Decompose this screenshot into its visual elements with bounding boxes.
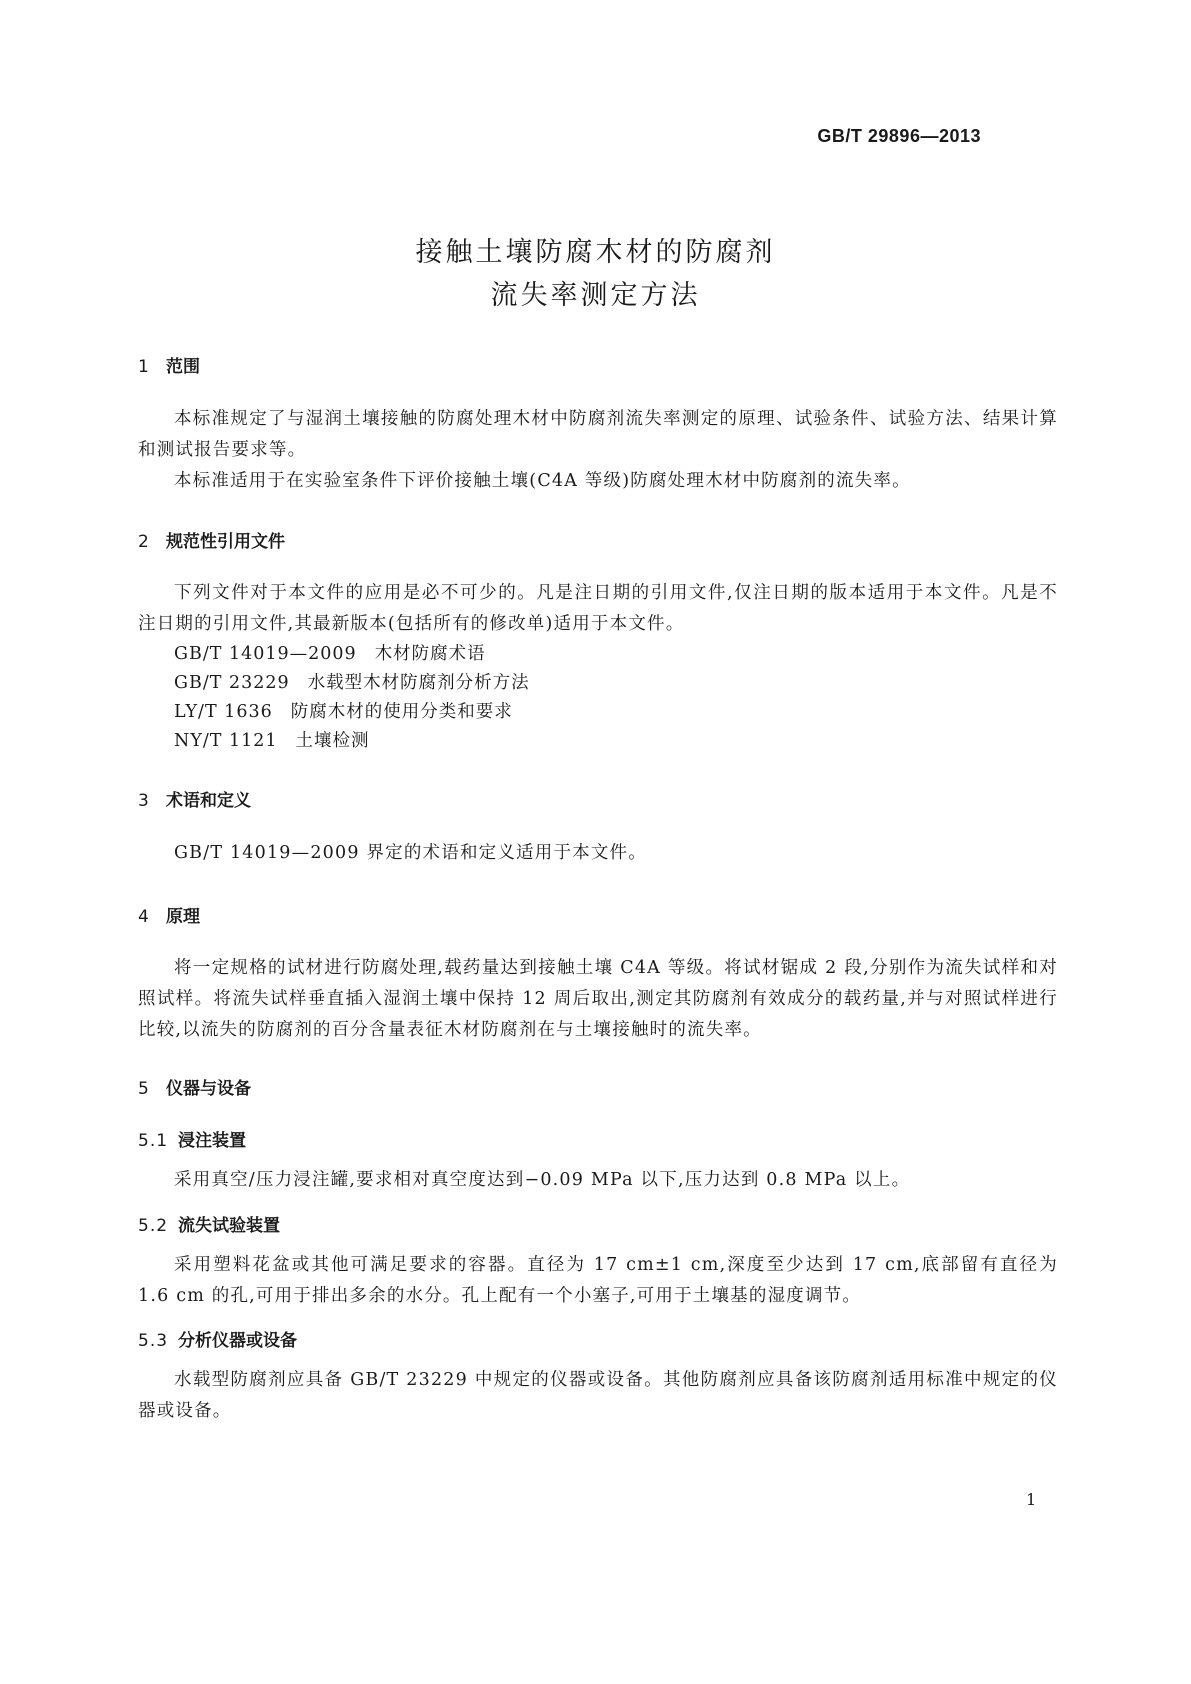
document-title-line-2: 流失率测定方法: [490, 280, 701, 311]
section-heading-normative-references: [138, 527, 285, 552]
section-heading-principle: [138, 902, 200, 927]
reference-item: [174, 727, 370, 752]
paragraph: 采用塑料花盆或其他可满足要求的容器。直径为 17 cm±1 cm,深度至少达到 17 cm,底部留有直径为 1.6 cm 的孔,可用于排出多余的水分。孔上配有一个小塞子,可用于土壤基的湿度调节。: [138, 1255, 1058, 1306]
subsection-number: 5.1: [138, 1131, 169, 1151]
section-number: 2: [138, 532, 149, 552]
section-number: 4: [138, 907, 149, 927]
reference-code: GB/T 23229: [174, 673, 290, 693]
section-heading-apparatus: [138, 1074, 251, 1099]
subsection-title: 流失试验装置: [178, 1216, 280, 1236]
reference-code: GB/T 14019—2009: [174, 644, 357, 664]
reference-title: 土壤检测: [295, 731, 370, 751]
reference-code: LY/T 1636: [174, 702, 273, 722]
subsection-number: 5.3: [138, 1331, 169, 1351]
section-title: 仪器与设备: [166, 1079, 251, 1099]
reference-title: 防腐木材的使用分类和要求: [290, 702, 513, 722]
section-heading-scope: [138, 352, 200, 377]
document-title-line-1: 接触土壤防腐木材的防腐剂: [415, 237, 776, 268]
subsection-heading-leaching-device: [138, 1211, 280, 1236]
subsection-title: 浸注装置: [178, 1131, 246, 1151]
reference-item: [174, 640, 486, 665]
standard-number: GB/T 29896—2013: [817, 126, 981, 146]
paragraph: GB/T 14019—2009 界定的术语和定义适用于本文件。: [174, 843, 647, 863]
section-number: 1: [138, 357, 149, 377]
reference-title: 水载型木材防腐剂分析方法: [307, 673, 530, 693]
reference-code: NY/T 1121: [174, 731, 278, 751]
section-title: 规范性引用文件: [166, 532, 285, 552]
section-title: 范围: [166, 357, 200, 377]
section-title: 原理: [166, 907, 200, 927]
subsection-title: 分析仪器或设备: [178, 1331, 297, 1351]
paragraph: 本标准适用于在实验室条件下评价接触土壤(C4A 等级)防腐处理木材中防腐剂的流失率。: [174, 471, 911, 491]
paragraph: 水载型防腐剂应具备 GB/T 23229 中规定的仪器或设备。其他防腐剂应具备该防腐剂适用标准中规定的仪器或设备。: [138, 1370, 1058, 1421]
reference-item: [174, 669, 530, 694]
section-number: 3: [138, 791, 149, 811]
paragraph: 将一定规格的试材进行防腐处理,载药量达到接触土壤 C4A 等级。将试材锯成 2 段,分别作为流失试样和对照试样。将流失试样垂直插入湿润土壤中保持 12 周后取出,测定其防腐剂有效成分的载药量,并与对照试样进行比较,以流失的防腐剂的百分含量表征木材防腐剂在与土壤接触时的流失率。: [138, 958, 1058, 1040]
section-heading-terms-definitions: [138, 786, 251, 811]
subsection-number: 5.2: [138, 1216, 169, 1236]
section-title: 术语和定义: [166, 791, 251, 811]
subsection-heading-analysis-equipment: [138, 1326, 297, 1351]
reference-item: [174, 698, 513, 723]
reference-title: 木材防腐术语: [374, 644, 486, 664]
section-number: 5: [138, 1079, 149, 1099]
page-number: 1: [1026, 1490, 1037, 1509]
paragraph: 采用真空/压力浸注罐,要求相对真空度达到−0.09 MPa 以下,压力达到 0.8 MPa 以上。: [174, 1170, 911, 1190]
subsection-heading-impregnation: [138, 1126, 246, 1151]
paragraph: 本标准规定了与湿润土壤接触的防腐处理木材中防腐剂流失率测定的原理、试验条件、试验方法、结果计算和测试报告要求等。: [138, 409, 1058, 460]
paragraph: 下列文件对于本文件的应用是必不可少的。凡是注日期的引用文件,仅注日期的版本适用于本文件。凡是不注日期的引用文件,其最新版本(包括所有的修改单)适用于本文件。: [138, 583, 1058, 634]
